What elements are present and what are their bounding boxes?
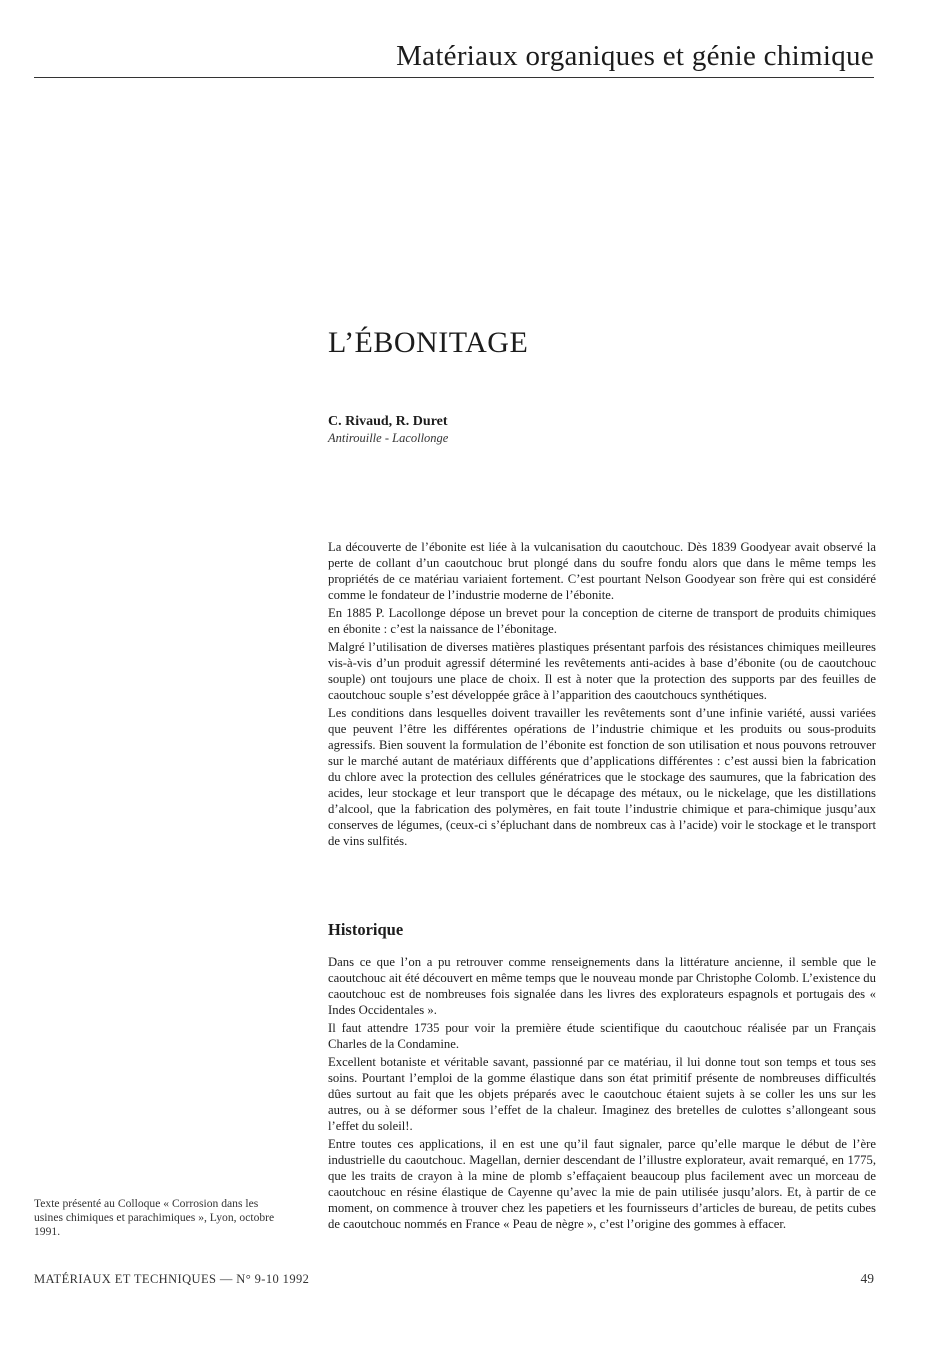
authors: C. Rivaud, R. Duret — [328, 414, 448, 429]
history-section — [328, 954, 876, 1234]
paragraph: En 1885 P. Lacollonge dépose un brevet pour la conception de citerne de transport de produits chimiques en ébonite : c’est la naissance de l’ébonitage. — [328, 606, 876, 636]
paragraph: Excellent botaniste et véritable savant, passionné par ce matériau, il lui donne tout son temps et tous ses soins. Pourtant l’emploi de la gomme élastique dans son état primitif présente de nombreuses difficultés dûes surtout au fait que les objets préparés avec le caoutchouc étaient sujets à se coller les uns sur les autres, ou à se déformer sous l’effet de la chaleur. Imaginez des bretelles de culottes s’allongeant sous l’effet du soleil!. — [328, 1055, 876, 1133]
paragraph: Les conditions dans lesquelles doivent travailler les revêtements sont d’une infinie variété, aussi variées que peuvent l’être les différentes opérations de l’industrie chimique et les produits ou sous-produits agressifs. Bien souvent la formulation de l’ébonite est fonction de son utilisation et nous pouvons retrouver sur le marché autant de matériaux différents que d’applications différentes : c’est aussi bien la fabrication du chlore avec la protection des cellules génératrices que le stockage des saumures, que la fabrication des acides, leur stockage et leur transport que le décapage des métaux, ou le nickelage, que les distillations d’alcool, que la fabrication des polymères, en fait toute l’industrie chimique et para-chimique jusqu’aux conserves de légumes, (ceux-ci s’épluchant dans de nombreux cas à l’acide) voir le stockage et le transport de vins sulfités. — [328, 706, 876, 848]
paragraph: Entre toutes ces applications, il en est une qu’il faut signaler, parce qu’elle marque le début de l’ère industrielle du caoutchouc. Magellan, dernier descendant de l’illustre explorateur, avait remarqué, en 1775, que les traits de crayon à la mine de plomb s’effaçaient beaucoup plus facilement avec un morceau de caoutchouc en résine élastique de Cayenne qu’avec la mie de pain utilisée jusqu’alors. Et, à partir de ce moment, on commence à trouver chez les papetiers et les fournisseurs d’articles de bureau, de petits cubes de caoutchouc nommés en France « Peau de nègre », c’est l’origine des gommes à effacer. — [328, 1137, 876, 1231]
article-title: L’ÉBONITAGE — [328, 326, 529, 359]
header-divider — [34, 77, 874, 78]
footer-journal: MATÉRIAUX ET TECHNIQUES — N° 9-10 1992 — [34, 1272, 310, 1286]
affiliation: Antirouille - Lacollonge — [328, 431, 449, 445]
paragraph: Malgré l’utilisation de diverses matières plastiques présentant parfois des résistances chimiques meilleures vis-à-vis d’un produit agressif déterminé les revêtements anti-acides à base d’ébonite (ou de caoutchouc souple) ont toujours une place de choix. Il est à noter que la protection des supports par des feuilles de caoutchouc souple s’est développée grâce à l’apparition des caoutchoucs synthétiques. — [328, 640, 876, 702]
page-number: 49 — [860, 1271, 874, 1286]
paragraph: Il faut attendre 1735 pour voir la première étude scientifique du caoutchouc réalisée par un Français Charles de la Condamine. — [328, 1021, 876, 1051]
section-heading: Historique — [328, 920, 404, 939]
paragraph: Dans ce que l’on a pu retrouver comme renseignements dans la littérature ancienne, il semble que le caoutchouc ait été découvert en même temps que le nouveau monde par Christophe Colomb. L’existence du caoutchouc est de nombreuses fois signalée dans les livres des explorateurs espagnols et portugais des « Indes Occidentales ». — [328, 955, 876, 1017]
running-header: Matériaux organiques et génie chimique — [396, 40, 874, 72]
intro-section — [328, 539, 876, 851]
side-note: Texte présenté au Colloque « Corrosion dans les usines chimiques et parachimiques », Lyon, octobre 1991. — [34, 1197, 275, 1238]
paragraph: La découverte de l’ébonite est liée à la vulcanisation du caoutchouc. Dès 1839 Goodyear avait observé la perte de collant d’un caoutchouc brut plongé dans du soufre fondu alors que dans le même temps les propriétés de ce matériau variaient fortement. C’est pourtant Nelson Goodyear son frère qui est considéré comme le fondateur de l’industrie moderne de l’ébonite. — [328, 540, 876, 602]
